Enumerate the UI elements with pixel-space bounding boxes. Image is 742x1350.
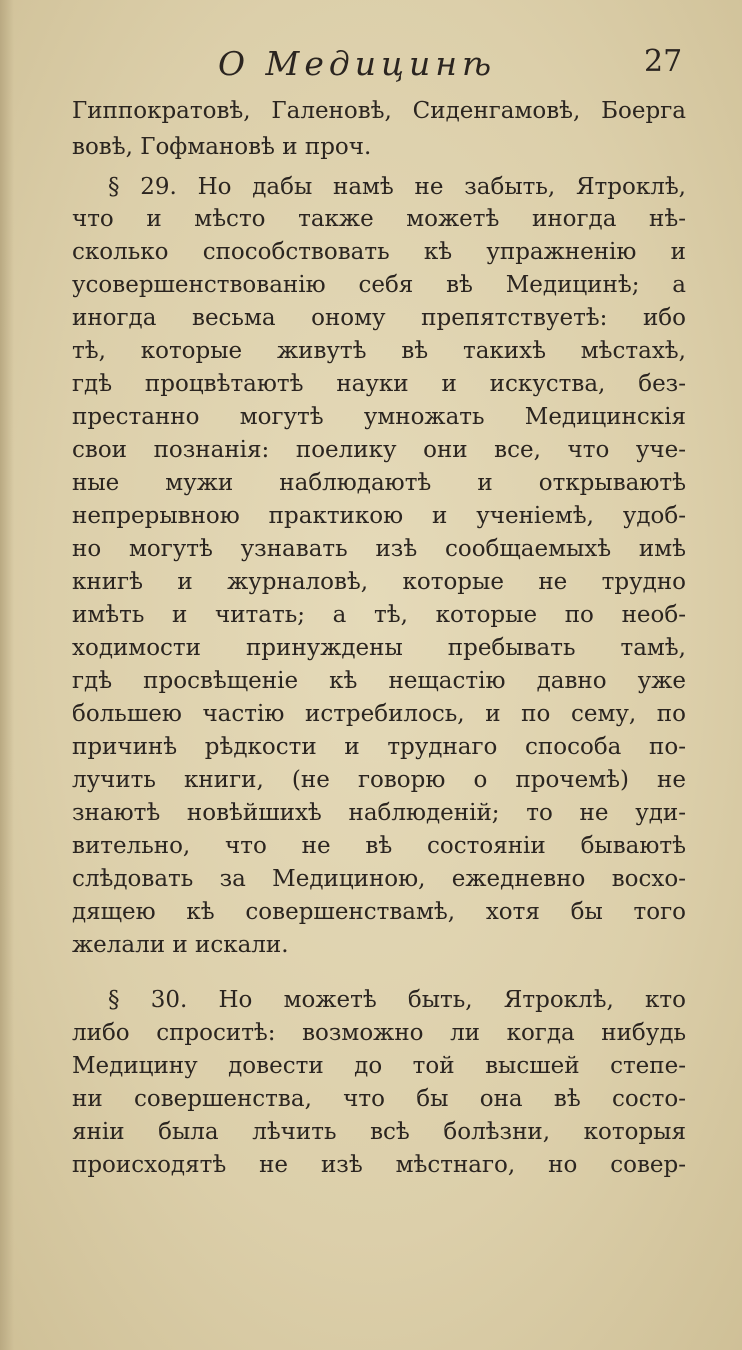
text-line: дящею кѣ совершенствамѣ, хотя бы того	[72, 899, 686, 925]
text-line: непрерывною практикою и ученіемѣ, удоб-	[72, 503, 686, 529]
running-title: О Медицинѣ	[218, 44, 497, 83]
paragraph-30-first-line: § 30. Но можетѣ быть, Ятроклѣ, кто	[108, 987, 686, 1013]
page-number: 27	[644, 44, 683, 79]
text-line: Медицину довести до той высшей степе-	[72, 1053, 686, 1079]
text-line: ные мужи наблюдаютѣ и открываютѣ	[72, 470, 686, 496]
text-line: тѣ, которые живутѣ вѣ такихѣ мѣстахѣ,	[72, 338, 686, 364]
text-line: но могутѣ узнавать изѣ сообщаемыхѣ имѣ	[72, 536, 686, 562]
text-line: иногда весьма оному препятствуетѣ: ибо	[72, 305, 686, 331]
text-line: вовѣ, Гофмановѣ и проч.	[72, 134, 372, 160]
text-line: желали и искали.	[72, 932, 289, 958]
text-line: ходимости принуждены пребывать тамѣ,	[72, 635, 686, 661]
text-line: слѣдовать за Медициною, ежедневно восхо-	[72, 866, 686, 892]
text-line: Гиппократовѣ, Галеновѣ, Сиденгамовѣ, Боерга	[72, 98, 686, 124]
text-line: ни совершенства, что бы она вѣ состо-	[72, 1086, 686, 1112]
text-line: знаютѣ новѣйшихѣ наблюденій; то не уди-	[72, 800, 686, 826]
text-line: происходятѣ не изѣ мѣстнаго, но совер-	[72, 1152, 686, 1178]
spine-shadow	[0, 0, 14, 1350]
text-line: большею частію истребилось, и по сему, по	[72, 701, 686, 727]
text-line: свои познанія: поелику они все, что уче-	[72, 437, 686, 463]
text-line: имѣть и читать; а тѣ, которые по необ-	[72, 602, 686, 628]
text-line: лучить книги, (не говорю о прочемѣ) не	[72, 767, 686, 793]
text-line: гдѣ просвѣщеніе кѣ нещастію давно уже	[72, 668, 686, 694]
text-line: яніи была лѣчить всѣ болѣзни, которыя	[72, 1119, 686, 1145]
text-line: вительно, что не вѣ состояніи бываютѣ	[72, 833, 686, 859]
text-line: сколько способствовать кѣ упражненію и	[72, 239, 686, 265]
text-line: престанно могутѣ умножать Медицинскія	[72, 404, 686, 430]
paragraph-29-first-line: § 29. Но дабы намѣ не забыть, Ятроклѣ,	[108, 174, 686, 200]
page-header	[0, 44, 742, 92]
text-line: причинѣ рѣдкости и труднаго способа по-	[72, 734, 686, 760]
text-line: книгѣ и журналовѣ, которые не трудно	[72, 569, 686, 595]
text-line: либо спроситѣ: возможно ли когда нибудь	[72, 1020, 686, 1046]
text-line: гдѣ процвѣтаютѣ науки и искуства, без-	[72, 371, 686, 397]
text-line: усовершенствованію себя вѣ Медицинѣ; а	[72, 272, 686, 298]
text-line: что и мѣсто также можетѣ иногда нѣ-	[72, 206, 686, 232]
